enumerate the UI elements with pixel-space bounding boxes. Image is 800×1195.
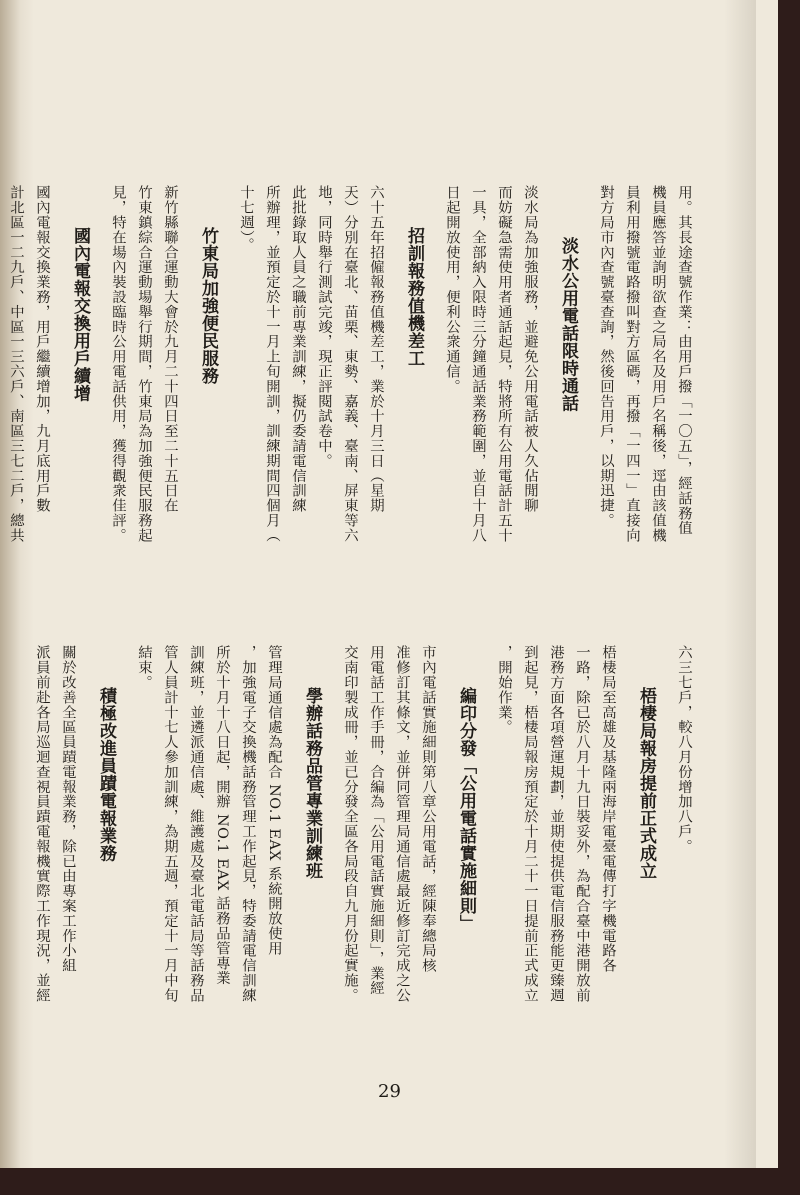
text-column: 此批錄取人員之職前專業訓練，擬仍委請電信訓練 [290,185,306,513]
text-column: 機員應答並詢明欲查之局名及用戶名稱後，逕由該值機 [650,185,666,543]
section-heading-zhudong: 竹東局加強便民服務 [198,227,218,385]
text-column: 所於十月十八日起，開辦 NO.1 EAX 話務品管專業 [214,645,230,986]
text-column: 竹東鎮綜合運動場舉行期間，竹東局為加強便民服務起 [136,185,152,543]
text-column: 一具，全部納入限時三分鐘通話業務範圍，並自十月八 [470,185,486,543]
text-column: 市內電話實施細則第八章公用電話，經陳奉總局核 [420,645,436,973]
text-column: 結束。 [136,645,152,690]
section-heading-tamsui: 淡水公用電話限時通話 [558,237,578,412]
section-heading-booklet: 編印分發「公用電話實施細則」 [456,687,476,932]
text-column: 員利用撥號電路撥叫對方區碼，再撥「一四一」直接向 [624,185,640,543]
text-column: 用電話工作手冊，合編為「公用電話實施細則」，業經 [368,645,384,996]
text-column: 淡水局為加強服務，並避免公用電話被人久佔閒聊 [522,185,538,513]
page-outer-edge [724,0,756,1168]
section-heading-training: 招訓報務值機差工 [404,227,424,367]
text-column: 十七週）。 [238,185,254,253]
text-column: 而妨礙急需使用者通話起見，特將所有公用電話計五十 [496,185,512,543]
text-column: 准修訂其條文，並併同管理局通信處最近修訂完成之公 [394,645,410,1003]
text-column: 管理局通信處為配合 NO.1 EAX 系統開放使用 [266,645,282,956]
text-column: 日起開放使用，便利公衆通信。 [444,185,460,394]
text-column: ，加強電子交換機話務管理工作起見，特委請電信訓練 [240,645,256,1003]
text-column: 六十五年招僱報務值機差工，業於十月三日（星期 [368,185,384,513]
bottom-text-block [34,645,697,1050]
text-column: 六三七戶，較八月份增加八戶。 [676,645,692,854]
section-heading-telex: 國內電報交換用戶續增 [70,227,90,402]
text-column: 用。其長途查號作業：由用戶撥「一〇五」，經話務值 [676,185,692,536]
text-column: 交南印製成冊，並已分發全區各局段自九月份起實施。 [342,645,358,1003]
text-column: 一路，除已於八月十九日裝妥外，為配合臺中港開放前 [574,645,590,1003]
section-heading-wuqi: 梧棲局報房提前正式成立 [636,687,656,880]
text-column: 港務方面各項營運規劃，並期使提供電信服務能更臻週 [548,645,564,1003]
text-column: 新竹縣聯合運動大會於九月二十四日至二十五日在 [162,185,178,513]
text-column: 派員前赴各局巡迴查視員蹟電報機實際工作現況，並經 [34,645,50,1003]
section-heading-quality: 學辦話務品管專業訓練班 [302,687,322,880]
text-column: 見，特在場內裝設臨時公用電話供用，獲得觀衆佳評。 [110,185,126,543]
text-column: 國內電報交換業務，用戶繼續增加，九月底用戶數 [34,185,50,513]
text-column: 關於改善全區員蹟電報業務，除已由專案工作小組 [60,645,76,973]
text-column: 梧棲局至高雄及基隆兩海岸電臺電傳打字機電路各 [600,645,616,973]
text-column: 對方局市內查號臺查詢，然後回告用戶，以期迅捷。 [598,185,614,528]
page-number: 29 [378,1081,401,1102]
text-column: ，開始作業。 [496,645,512,735]
text-column: 到起見，梧棲局報房預定於十月二十一日提前正式成立 [522,645,538,1003]
text-column: 管人員計十七人參加訓練，為期五週，預定十一月中旬 [162,645,178,1003]
text-column: 地，同時舉行測試完竣，現正評閱試卷中。 [316,185,332,469]
text-column: 所辦理，並預定於十一月上旬開訓，訓練期間四個月（ [264,185,280,543]
text-column: 計北區一二九戶、中區一三六戶、南區三七二戶，總共 [8,185,24,543]
section-heading-telegram: 積極改進員蹟電報業務 [96,687,116,862]
text-column: 訓練班，並遴派通信處、維護處及臺北電話局等話務品 [188,645,204,1003]
top-text-block [8,185,697,640]
text-column: 天）分別在臺北、苗栗、東勢、嘉義、臺南、屏東等六 [342,185,358,543]
